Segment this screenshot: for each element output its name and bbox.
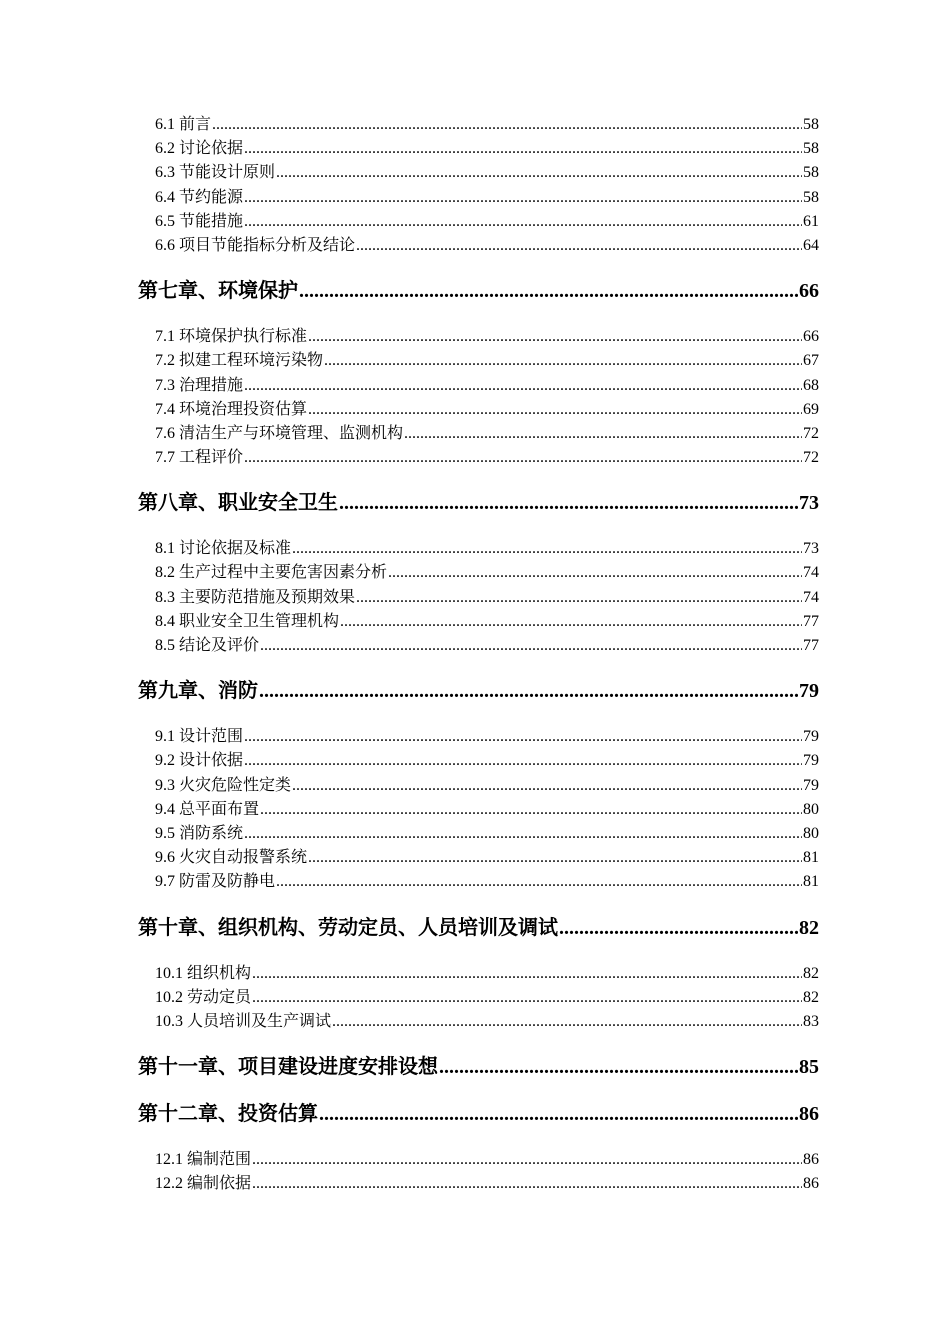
dot-leader — [388, 561, 802, 585]
page-number: 74 — [803, 564, 819, 582]
dot-leader — [244, 137, 802, 161]
toc-section-entry[interactable] — [138, 446, 819, 470]
section-title: 9.7 防雷及防静电 — [155, 873, 276, 891]
page-number: 68 — [803, 376, 819, 394]
page-number: 83 — [803, 1012, 819, 1030]
chapter-title: 第七章、环境保护 — [138, 280, 298, 303]
page-number: 58 — [803, 188, 819, 206]
toc-section-entry[interactable] — [138, 422, 819, 446]
page-number: 82 — [803, 964, 819, 982]
toc-section-entry[interactable] — [138, 349, 819, 373]
toc-chapter-entry[interactable] — [138, 1053, 819, 1081]
section-title: 9.5 消防系统 — [155, 824, 244, 842]
section-title: 10.3 人员培训及生产调试 — [155, 1012, 332, 1030]
page-number: 79 — [803, 752, 819, 770]
toc-section-entry[interactable] — [138, 137, 819, 161]
dot-leader — [559, 914, 798, 942]
toc-section-entry[interactable] — [138, 561, 819, 585]
section-title: 10.1 组织机构 — [155, 964, 252, 982]
page-number: 79 — [803, 728, 819, 746]
chapter-title: 第十二章、投资估算 — [138, 1103, 318, 1126]
dot-leader — [308, 398, 802, 422]
dot-leader — [292, 537, 802, 561]
page-number: 85 — [799, 1056, 819, 1079]
dot-leader — [292, 774, 802, 798]
section-title: 9.3 火灾危险性定类 — [155, 776, 292, 794]
toc-section-entry[interactable] — [138, 325, 819, 349]
page-number: 67 — [803, 352, 819, 370]
toc-section-entry[interactable] — [138, 186, 819, 210]
dot-leader — [299, 277, 798, 305]
section-title: 8.4 职业安全卫生管理机构 — [155, 612, 340, 630]
section-title: 6.1 前言 — [155, 116, 212, 133]
toc-chapter-entry[interactable] — [138, 277, 819, 305]
toc-section-entry[interactable] — [138, 774, 819, 798]
section-title: 8.5 结论及评价 — [155, 637, 260, 654]
dot-leader — [276, 161, 802, 185]
section-title: 12.1 编制范围 — [155, 1151, 252, 1169]
toc-section-entry[interactable] — [138, 1010, 819, 1034]
toc-section-entry[interactable] — [138, 210, 819, 234]
chapter-title: 第九章、消防 — [138, 680, 258, 703]
toc-chapter-entry[interactable] — [138, 914, 819, 942]
dot-leader — [260, 634, 802, 658]
dot-leader — [439, 1053, 798, 1081]
toc-chapter-entry[interactable] — [138, 489, 819, 517]
dot-leader — [244, 725, 802, 749]
section-title: 6.6 项目节能指标分析及结论 — [155, 236, 356, 254]
section-title: 6.5 节能措施 — [155, 212, 244, 230]
dot-leader — [244, 186, 802, 210]
toc-section-entry[interactable] — [138, 1148, 819, 1172]
toc-chapter-entry[interactable] — [138, 677, 819, 705]
section-title: 9.4 总平面布置 — [155, 800, 260, 818]
toc-section-entry[interactable] — [138, 537, 819, 561]
page-number: 58 — [803, 164, 819, 182]
section-title: 6.2 讨论依据 — [155, 140, 244, 158]
toc-section-entry[interactable] — [138, 1172, 819, 1196]
page-number: 81 — [803, 849, 819, 867]
chapter-title: 第十章、组织机构、劳动定员、人员培训及调试 — [138, 916, 558, 939]
toc-section-entry[interactable] — [138, 986, 819, 1010]
page-number: 77 — [803, 637, 819, 654]
section-title: 10.2 劳动定员 — [155, 988, 252, 1006]
page-number: 79 — [803, 776, 819, 794]
toc-section-entry[interactable] — [138, 398, 819, 422]
dot-leader — [340, 610, 802, 634]
dot-leader — [244, 822, 802, 846]
page-number: 64 — [803, 236, 819, 254]
toc-section-entry[interactable] — [138, 846, 819, 870]
toc-section-entry[interactable] — [138, 161, 819, 185]
dot-leader — [260, 798, 802, 822]
section-title: 8.2 生产过程中主要危害因素分析 — [155, 564, 388, 582]
page-number: 61 — [803, 212, 819, 230]
toc-section-entry[interactable] — [138, 725, 819, 749]
toc-section-entry[interactable] — [138, 962, 819, 986]
section-title: 6.4 节约能源 — [155, 188, 244, 206]
dot-leader — [276, 870, 802, 894]
page-number: 80 — [803, 824, 819, 842]
section-title: 12.2 编制依据 — [155, 1175, 252, 1193]
section-title: 7.3 治理措施 — [155, 376, 244, 394]
dot-leader — [308, 846, 802, 870]
dot-leader — [259, 677, 798, 705]
section-title: 8.1 讨论依据及标准 — [155, 540, 292, 558]
page-number: 79 — [799, 680, 819, 703]
page-number: 80 — [803, 800, 819, 818]
dot-leader — [324, 349, 802, 373]
section-title: 9.6 火灾自动报警系统 — [155, 849, 308, 867]
dot-leader — [252, 1148, 802, 1172]
dot-leader — [308, 325, 802, 349]
chapter-title: 第十一章、项目建设进度安排设想 — [138, 1056, 438, 1079]
toc-section-entry[interactable] — [138, 374, 819, 398]
dot-leader — [252, 962, 802, 986]
section-title: 7.6 清洁生产与环境管理、监测机构 — [155, 424, 404, 442]
section-title: 7.7 工程评价 — [155, 449, 244, 467]
page-number: 86 — [803, 1151, 819, 1169]
dot-leader — [244, 749, 802, 773]
page-number: 82 — [803, 988, 819, 1006]
page-number: 73 — [799, 492, 819, 515]
page-number: 72 — [803, 449, 819, 467]
dot-leader — [356, 234, 802, 258]
toc-section-entry[interactable] — [138, 749, 819, 773]
page-number: 73 — [803, 540, 819, 558]
page-number: 66 — [799, 280, 819, 303]
dot-leader — [252, 1172, 802, 1196]
section-title: 7.2 拟建工程环境污染物 — [155, 352, 324, 370]
page-number: 81 — [803, 873, 819, 891]
dot-leader — [244, 446, 802, 470]
toc-section-entry[interactable] — [138, 113, 819, 137]
page-number: 82 — [799, 916, 819, 939]
toc-section-entry[interactable] — [138, 586, 819, 610]
toc-section-entry[interactable] — [138, 798, 819, 822]
section-title: 9.1 设计范围 — [155, 728, 244, 746]
section-title: 6.3 节能设计原则 — [155, 164, 276, 182]
dot-leader — [252, 986, 802, 1010]
page-number: 77 — [803, 612, 819, 630]
toc-section-entry[interactable] — [138, 610, 819, 634]
section-title: 9.2 设计依据 — [155, 752, 244, 770]
dot-leader — [356, 586, 802, 610]
section-title: 8.3 主要防范措施及预期效果 — [155, 588, 356, 606]
dot-leader — [319, 1100, 798, 1128]
dot-leader — [404, 422, 802, 446]
section-title: 7.1 环境保护执行标准 — [155, 328, 308, 346]
toc-section-entry[interactable] — [138, 234, 819, 258]
page-number: 74 — [803, 588, 819, 606]
dot-leader — [244, 374, 802, 398]
dot-leader — [212, 113, 802, 137]
dot-leader — [244, 210, 802, 234]
page-number: 58 — [803, 140, 819, 158]
dot-leader — [332, 1010, 802, 1034]
dot-leader — [339, 489, 798, 517]
toc-chapter-entry[interactable] — [138, 1100, 819, 1128]
page-number: 72 — [803, 424, 819, 442]
page-number: 86 — [803, 1175, 819, 1193]
chapter-title: 第八章、职业安全卫生 — [138, 492, 338, 515]
page-number: 86 — [799, 1103, 819, 1126]
page-number: 66 — [803, 328, 819, 346]
section-title: 7.4 环境治理投资估算 — [155, 400, 308, 418]
toc-section-entry[interactable] — [138, 870, 819, 894]
toc-section-entry[interactable] — [138, 822, 819, 846]
toc-section-entry[interactable] — [138, 634, 819, 658]
page-number: 58 — [803, 116, 819, 133]
page-number: 69 — [803, 400, 819, 418]
table-of-contents — [138, 113, 819, 1196]
